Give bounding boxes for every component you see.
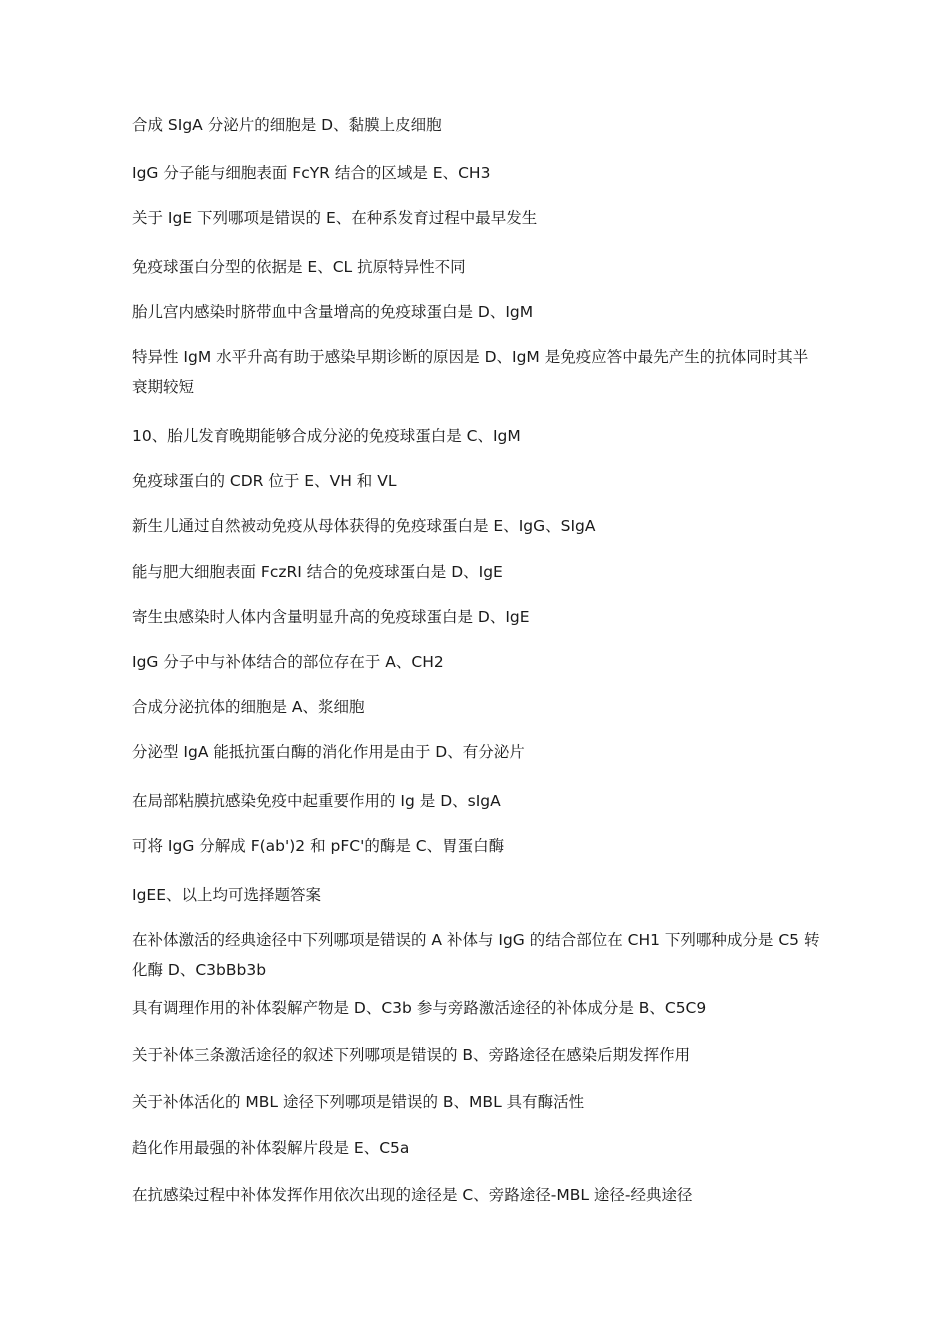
text-line-4: 免疫球蛋白分型的依据是 E、CL 抗原特异性不同 (132, 258, 466, 276)
text-line-12: IgG 分子中与补体结合的部位存在于 A、CH2 (132, 653, 444, 671)
text-line-6: 特异性 IgM 水平升高有助于感染早期诊断的原因是 D、IgM 是免疫应答中最先产生的抗体同时其半衰期较短 (132, 348, 809, 396)
text-line-2: IgG 分子能与细胞表面 FcYR 结合的区域是 E、CH3 (132, 164, 491, 182)
text-line-9: 新生儿通过自然被动免疫从母体获得的免疫球蛋白是 E、IgG、SIgA (132, 517, 596, 535)
text-line-8: 免疫球蛋白的 CDR 位于 E、VH 和 VL (132, 472, 397, 490)
text-line-5: 胎儿宫内感染时脐带血中含量增高的免疫球蛋白是 D、IgM (132, 303, 534, 321)
text-line-10: 能与肥大细胞表面 FczRI 结合的免疫球蛋白是 D、IgE (132, 563, 503, 581)
text-line-7: 10、胎儿发育晚期能够合成分泌的免疫球蛋白是 C、IgM (132, 427, 521, 445)
text-line-18: 在补体激活的经典途径中下列哪项是错误的 A 补体与 IgG 的结合部位在 CH1 下列哪种成分是 C5 转化酶 D、C3bBb3b (132, 931, 820, 979)
text-line-22: 趋化作用最强的补体裂解片段是 E、C5a (132, 1139, 410, 1157)
text-line-17: IgEE、以上均可选择题答案 (132, 886, 321, 904)
text-line-19: 具有调理作用的补体裂解产物是 D、C3b 参与旁路激活途径的补体成分是 B、C5C9 (132, 999, 707, 1017)
text-line-21: 关于补体活化的 MBL 途径下列哪项是错误的 B、MBL 具有酶活性 (132, 1093, 585, 1111)
text-line-3: 关于 IgE 下列哪项是错误的 E、在种系发育过程中最早发生 (132, 209, 538, 227)
text-line-20: 关于补体三条激活途径的叙述下列哪项是错误的 B、旁路途径在感染后期发挥作用 (132, 1046, 691, 1064)
text-line-16: 可将 IgG 分解成 F(ab')2 和 pFC'的酶是 C、胃蛋白酶 (132, 837, 505, 855)
text-line-23: 在抗感染过程中补体发挥作用依次出现的途径是 C、旁路途径-MBL 途径-经典途径 (132, 1186, 693, 1204)
text-line-1: 合成 SIgA 分泌片的细胞是 D、黏膜上皮细胞 (132, 116, 442, 134)
text-line-13: 合成分泌抗体的细胞是 A、浆细胞 (132, 698, 365, 716)
text-line-11: 寄生虫感染时人体内含量明显升高的免疫球蛋白是 D、IgE (132, 608, 530, 626)
text-line-15: 在局部粘膜抗感染免疫中起重要作用的 Ig 是 D、sIgA (132, 792, 501, 810)
text-line-14: 分泌型 IgA 能抵抗蛋白酶的消化作用是由于 D、有分泌片 (132, 743, 525, 761)
